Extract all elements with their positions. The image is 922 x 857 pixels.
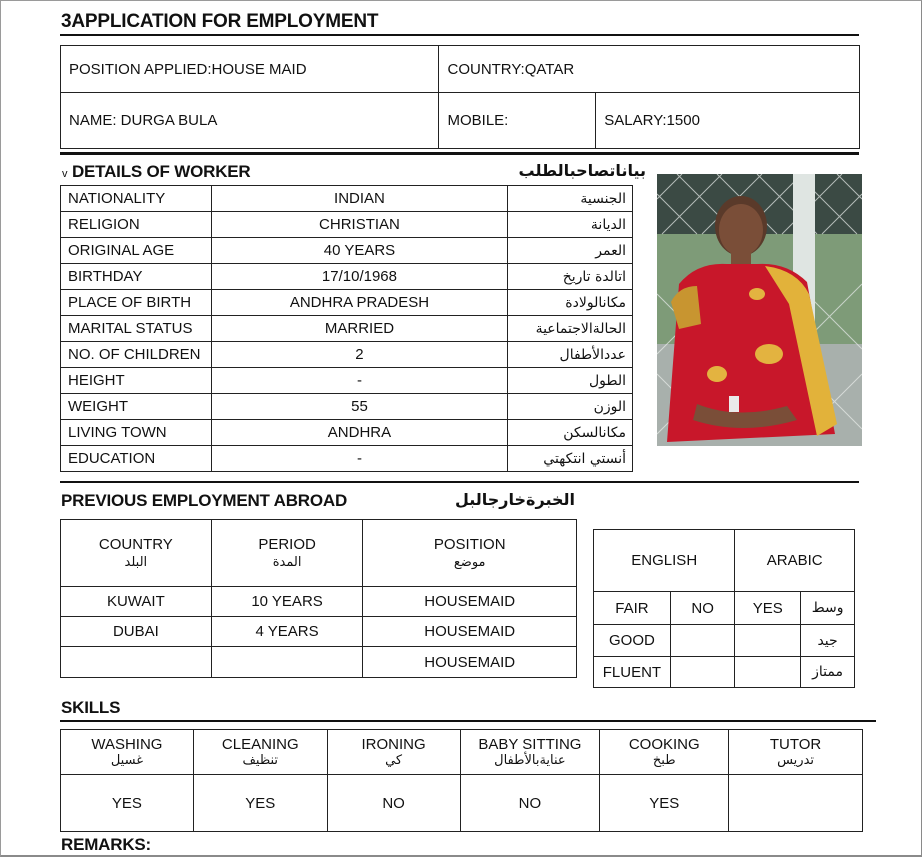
details-row [61, 212, 633, 238]
details-row [61, 368, 633, 394]
level-label: FAIR [594, 592, 671, 625]
details-row [61, 342, 633, 368]
skill-name: COOKING [628, 736, 700, 753]
table-row [61, 587, 577, 617]
skills-title: SKILLS [61, 698, 121, 717]
details-row [61, 446, 633, 472]
table-row [594, 625, 855, 657]
skill-name-ar: عنايةبالأطفال [494, 753, 566, 768]
cell [61, 647, 212, 678]
col-position: POSITION موضع [363, 520, 577, 587]
details-row [61, 290, 633, 316]
details-heading [62, 162, 251, 182]
skill-name-ar: طبخ [652, 753, 676, 768]
details-row [61, 186, 633, 212]
cell: DUBAI [61, 617, 212, 647]
detail-value: 55 [211, 394, 507, 420]
cell: 10 YEARS [211, 587, 363, 617]
detail-value: 17/10/1968 [211, 264, 507, 290]
detail-value: - [211, 368, 507, 394]
details-table [60, 185, 633, 472]
skill-value [729, 775, 863, 832]
arabic-level: YES [735, 592, 801, 625]
detail-value: ANDHRA PRADESH [211, 290, 507, 316]
detail-label: LIVING TOWN [61, 420, 212, 446]
skill-name: BABY SITTING [478, 736, 582, 753]
details-title-ar: بياناتصاحبالطلب [518, 161, 646, 180]
detail-label: NO. OF CHILDREN [61, 342, 212, 368]
detail-label: EDUCATION [61, 446, 212, 472]
details-row [61, 316, 633, 342]
detail-label: PLACE OF BIRTH [61, 290, 212, 316]
cell: HOUSEMAID [363, 587, 577, 617]
detail-label-ar: أنستي انتكهتي [508, 446, 633, 472]
skill-value: NO [327, 775, 460, 832]
name-field: NAME: DURGA BULA [61, 93, 439, 149]
level-label-ar: جيد [801, 625, 855, 657]
cell: HOUSEMAID [363, 647, 577, 678]
detail-label: NATIONALITY [61, 186, 212, 212]
cell: 4 YEARS [211, 617, 363, 647]
skills-table [60, 729, 863, 832]
detail-label-ar: الجنسية [508, 186, 633, 212]
english-header: ENGLISH [594, 530, 735, 592]
skill-name: CLEANING [221, 736, 299, 753]
previous-rule [60, 481, 859, 483]
skills-rule [60, 720, 876, 722]
detail-label-ar: الحالةالاجتماعية [508, 316, 633, 342]
skill-header [61, 730, 194, 775]
detail-label: RELIGION [61, 212, 212, 238]
detail-value: 2 [211, 342, 507, 368]
header-table [60, 45, 860, 149]
skill-header [600, 730, 729, 775]
detail-label-ar: العمر [508, 238, 633, 264]
detail-label: ORIGINAL AGE [61, 238, 212, 264]
details-row [61, 238, 633, 264]
mobile-field: MOBILE: [439, 93, 596, 149]
detail-label-ar: اتالدة تاريخ [508, 264, 633, 290]
level-label-ar: وسط [801, 592, 855, 625]
skill-name-ar: كي [385, 753, 403, 768]
cell [211, 647, 363, 678]
previous-title: PREVIOUS EMPLOYMENT ABROAD [61, 491, 348, 510]
english-level [670, 657, 735, 688]
details-row [61, 420, 633, 446]
position-applied: POSITION APPLIED:HOUSE MAID [61, 46, 439, 93]
arabic-header: ARABIC [735, 530, 855, 592]
salary-field: SALARY:1500 [596, 93, 860, 149]
language-table [593, 529, 855, 688]
skill-name: WASHING [91, 736, 163, 753]
skill-header [327, 730, 460, 775]
english-level: NO [670, 592, 735, 625]
skill-header [729, 730, 863, 775]
details-marker: v [62, 168, 68, 180]
detail-label-ar: الديانة [508, 212, 633, 238]
details-row [61, 264, 633, 290]
detail-value: CHRISTIAN [211, 212, 507, 238]
arabic-level [735, 657, 801, 688]
detail-label-ar: مكانالولادة [508, 290, 633, 316]
detail-label: HEIGHT [61, 368, 212, 394]
detail-label-ar: الوزن [508, 394, 633, 420]
skill-name-ar: تنظيف [242, 753, 279, 768]
skill-value: YES [193, 775, 327, 832]
skill-name-ar: غسيل [110, 753, 143, 768]
details-row [61, 394, 633, 420]
level-label: GOOD [594, 625, 671, 657]
detail-value: MARRIED [211, 316, 507, 342]
skill-value: YES [61, 775, 194, 832]
cell: KUWAIT [61, 587, 212, 617]
details-title: DETAILS OF WORKER [71, 162, 251, 181]
title-rule [60, 34, 859, 36]
col-period: PERIOD المدة [211, 520, 363, 587]
previous-title-ar: الخبرةخارجالبل [454, 490, 575, 509]
skill-header [193, 730, 327, 775]
worker-photo [657, 174, 862, 446]
table-row [61, 617, 577, 647]
skill-value: YES [600, 775, 729, 832]
cell: HOUSEMAID [363, 617, 577, 647]
arabic-level [735, 625, 801, 657]
detail-value: INDIAN [211, 186, 507, 212]
detail-value: ANDHRA [211, 420, 507, 446]
english-level [670, 625, 735, 657]
table-row [594, 657, 855, 688]
level-label-ar: ممتاز [801, 657, 855, 688]
col-country: COUNTRY البلد [61, 520, 212, 587]
skill-value: NO [460, 775, 600, 832]
detail-value: - [211, 446, 507, 472]
detail-label: WEIGHT [61, 394, 212, 420]
detail-label-ar: عددالأطفال [508, 342, 633, 368]
skill-name: IRONING [361, 736, 426, 753]
skill-header [460, 730, 600, 775]
details-rule [60, 152, 859, 155]
detail-label-ar: الطول [508, 368, 633, 394]
table-row [594, 592, 855, 625]
previous-employment-table [60, 519, 577, 678]
detail-label: BIRTHDAY [61, 264, 212, 290]
skill-name: TUTOR [769, 736, 822, 753]
country-field: COUNTRY:QATAR [439, 46, 860, 93]
table-row [61, 647, 577, 678]
page-title: 3APPLICATION FOR EMPLOYMENT [61, 11, 379, 32]
detail-label-ar: مكانالسكن [508, 420, 633, 446]
detail-value: 40 YEARS [211, 238, 507, 264]
level-label: FLUENT [594, 657, 671, 688]
detail-label: MARITAL STATUS [61, 316, 212, 342]
skill-name-ar: تدريس [777, 753, 815, 768]
remarks-label: REMARKS: [61, 835, 152, 854]
